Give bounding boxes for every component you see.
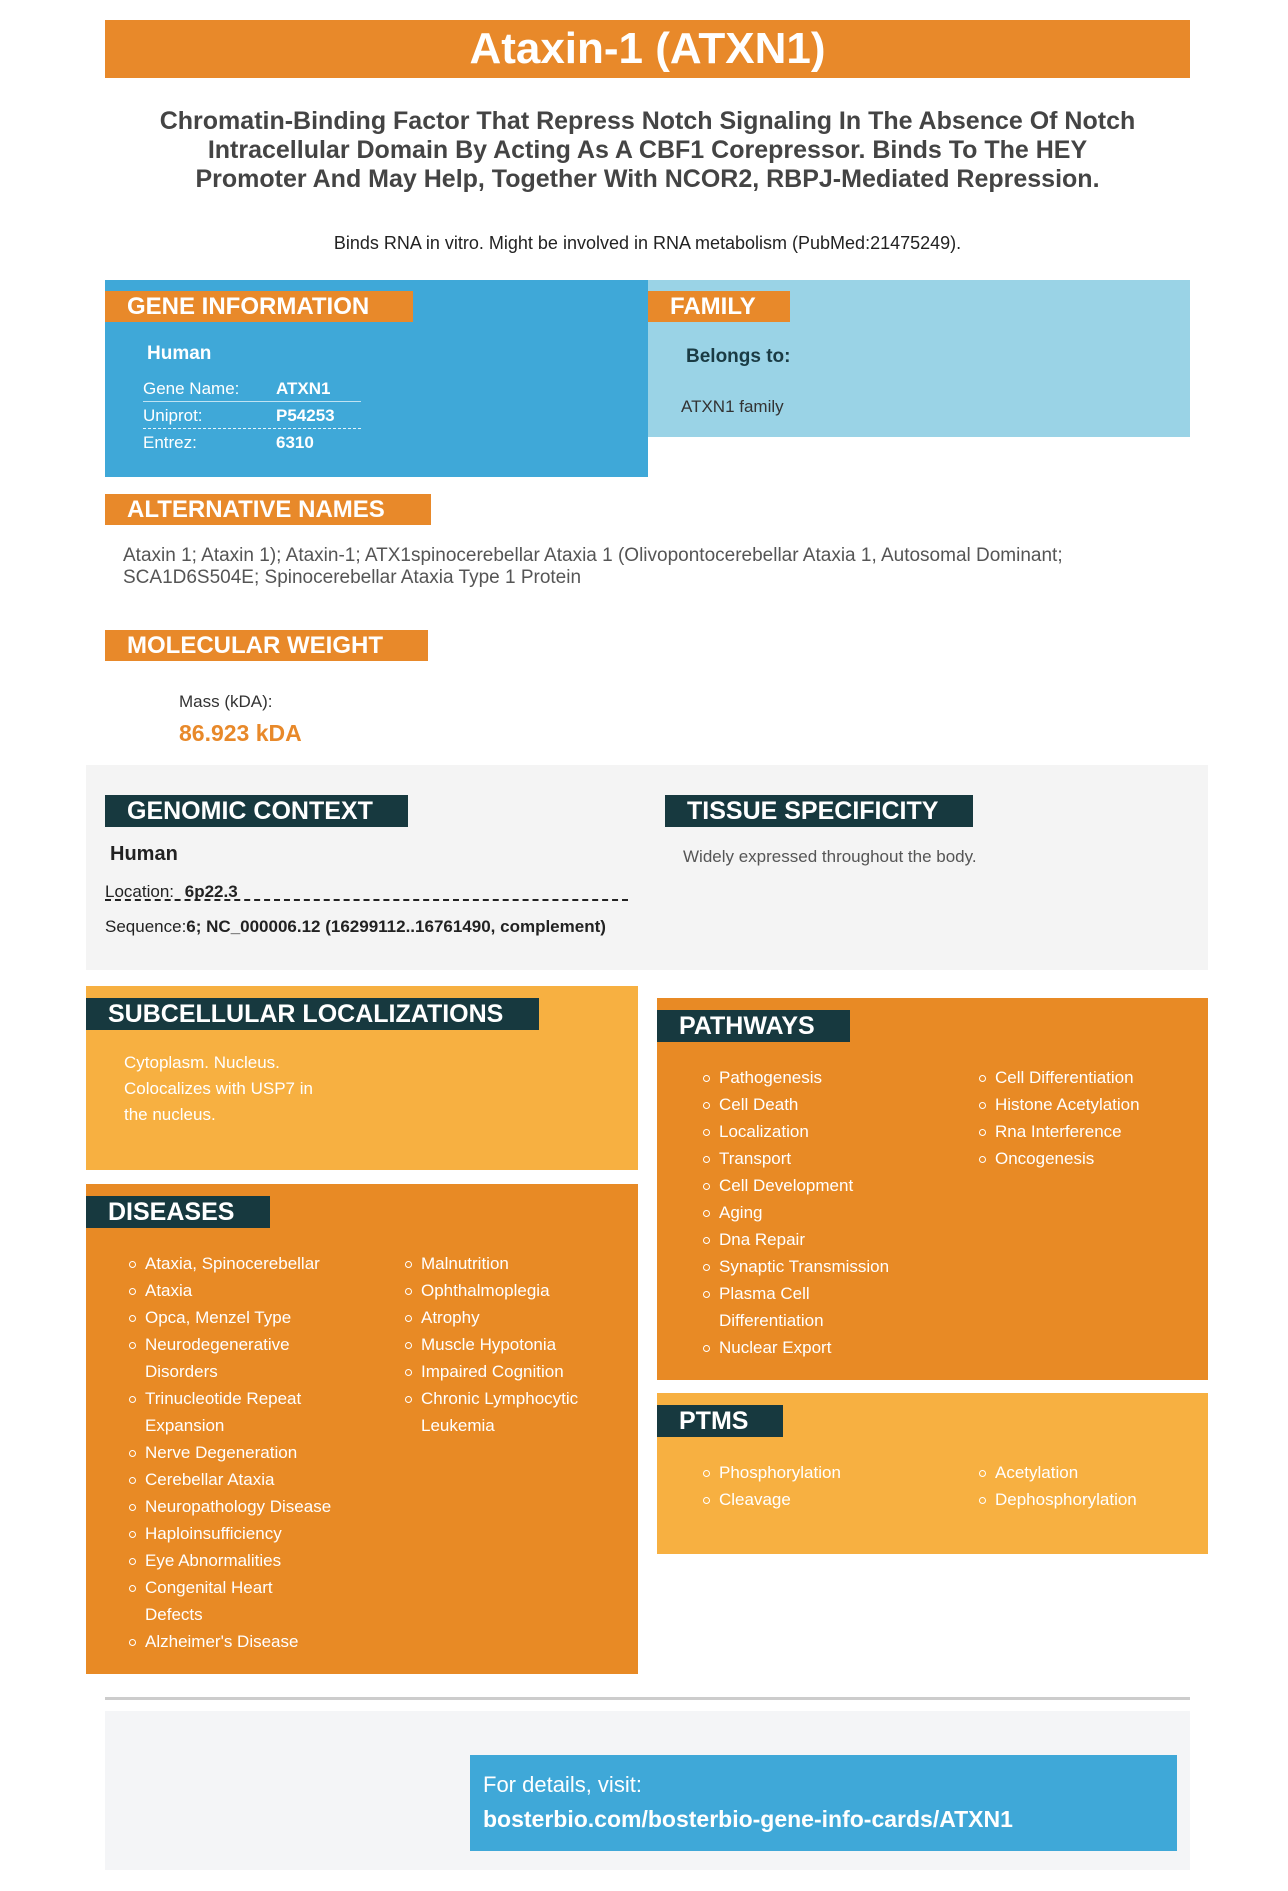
disease-item: Impaired Cognition bbox=[403, 1358, 628, 1385]
sequence-row bbox=[105, 917, 606, 937]
pathways-panel bbox=[657, 998, 1208, 1380]
pathway-item: Pathogenesis bbox=[701, 1064, 951, 1091]
subcellular-heading: SUBCELLULAR LOCALIZATIONS bbox=[86, 998, 539, 1030]
disease-item: Ataxia, Spinocerebellar bbox=[127, 1250, 377, 1277]
uniprot-row bbox=[143, 402, 361, 429]
family-panel bbox=[648, 280, 1190, 437]
summary-line: Promoter And May Help, Together With NCOR2, RBPJ-Mediated Repression. bbox=[195, 165, 1100, 193]
subcellular-text bbox=[124, 1050, 313, 1128]
disease-item: Atrophy bbox=[403, 1304, 628, 1331]
uniprot-label: Uniprot: bbox=[143, 406, 203, 425]
pathway-item: Cell Differentiation bbox=[977, 1064, 1202, 1091]
alternative-names-heading: ALTERNATIVE NAMES bbox=[105, 494, 431, 525]
disease-item: Trinucleotide Repeat Expansion bbox=[127, 1385, 377, 1439]
sequence-label: Sequence: bbox=[105, 917, 187, 936]
ptms-heading: PTMS bbox=[657, 1405, 783, 1437]
disease-item: Malnutrition bbox=[403, 1250, 628, 1277]
tissue-specificity-text: Widely expressed throughout the body. bbox=[683, 847, 977, 866]
pathway-item: Cell Death bbox=[701, 1091, 951, 1118]
pathway-item: Histone Acetylation bbox=[977, 1091, 1202, 1118]
alt-names-line: SCA1D6S504E; Spinocerebellar Ataxia Type 1 Protein bbox=[123, 567, 582, 588]
pathway-item: Synaptic Transmission bbox=[701, 1253, 951, 1280]
pathway-item: Nuclear Export bbox=[701, 1334, 951, 1361]
function-summary bbox=[110, 107, 1185, 194]
mass-label: Mass (kDA): bbox=[179, 692, 273, 711]
disease-item: Neurodegenerative Disorders bbox=[127, 1331, 377, 1385]
pathway-item: Oncogenesis bbox=[977, 1145, 1202, 1172]
ptms-list-left bbox=[701, 1459, 951, 1513]
diseases-list-left bbox=[127, 1250, 377, 1655]
diseases-panel bbox=[86, 1184, 638, 1674]
subcellular-line: Cytoplasm. Nucleus. bbox=[124, 1053, 280, 1072]
ptm-item: Phosphorylation bbox=[701, 1459, 951, 1486]
details-label: For details, visit: bbox=[483, 1772, 642, 1797]
pathway-item: Dna Repair bbox=[701, 1226, 951, 1253]
pathway-item: Plasma Cell Differentiation bbox=[701, 1280, 951, 1334]
gene-information-panel bbox=[105, 280, 648, 477]
mass-value: 86.923 kDA bbox=[179, 720, 302, 746]
entrez-value: 6310 bbox=[276, 433, 314, 452]
gene-name-row bbox=[143, 375, 361, 402]
subcellular-line: Colocalizes with USP7 in bbox=[124, 1079, 313, 1098]
disease-item: Muscle Hypotonia bbox=[403, 1331, 628, 1358]
gene-species: Human bbox=[147, 343, 212, 364]
pathway-item: Localization bbox=[701, 1118, 951, 1145]
gene-name-label: Gene Name: bbox=[143, 379, 240, 398]
pathway-item: Rna Interference bbox=[977, 1118, 1202, 1145]
disease-item: Ophthalmoplegia bbox=[403, 1277, 628, 1304]
pathway-item: Cell Development bbox=[701, 1172, 951, 1199]
ptms-list-right bbox=[977, 1459, 1202, 1513]
disease-item: Opca, Menzel Type bbox=[127, 1304, 377, 1331]
ptm-item: Cleavage bbox=[701, 1486, 951, 1513]
pathways-list-right bbox=[977, 1064, 1202, 1172]
sequence-value: 6; NC_000006.12 (16299112..16761490, complement) bbox=[186, 917, 606, 936]
disease-item: Neuropathology Disease bbox=[127, 1493, 377, 1520]
location-value: 6p22.3 bbox=[184, 882, 238, 901]
pathway-item: Transport bbox=[701, 1145, 951, 1172]
subcellular-line: the nucleus. bbox=[124, 1105, 216, 1124]
disease-item: Chronic Lymphocytic Leukemia bbox=[403, 1385, 628, 1439]
belongs-to-label: Belongs to: bbox=[686, 346, 791, 367]
disease-item: Congenital Heart Defects bbox=[127, 1574, 377, 1628]
diseases-heading: DISEASES bbox=[86, 1196, 270, 1228]
details-callout bbox=[470, 1755, 1177, 1851]
molecular-weight-heading: MOLECULAR WEIGHT bbox=[105, 630, 428, 661]
ptms-panel bbox=[657, 1393, 1208, 1554]
tissue-specificity-heading: TISSUE SPECIFICITY bbox=[665, 795, 973, 827]
details-link[interactable]: bosterbio.com/bosterbio-gene-info-cards/ATXN1 bbox=[483, 1806, 1013, 1832]
summary-line: Chromatin-Binding Factor That Repress Notch Signaling In The Absence Of Notch bbox=[159, 107, 1136, 135]
family-heading: FAMILY bbox=[648, 291, 790, 322]
alternative-names-text bbox=[123, 545, 1183, 589]
pathway-item: Aging bbox=[701, 1199, 951, 1226]
summary-line: Intracellular Domain By Acting As A CBF1 Corepressor. Binds To The HEY bbox=[207, 136, 1088, 164]
location-row bbox=[105, 865, 628, 901]
gene-name-value: ATXN1 bbox=[276, 379, 331, 398]
disease-item: Cerebellar Ataxia bbox=[127, 1466, 377, 1493]
entrez-row bbox=[143, 429, 361, 456]
footer-divider bbox=[105, 1697, 1190, 1700]
entrez-label: Entrez: bbox=[143, 433, 197, 452]
disease-item: Haploinsufficiency bbox=[127, 1520, 377, 1547]
location-label: Location: bbox=[105, 882, 174, 901]
pathways-list-left bbox=[701, 1064, 951, 1361]
ptm-item: Acetylation bbox=[977, 1459, 1202, 1486]
disease-item: Nerve Degeneration bbox=[127, 1439, 377, 1466]
page-title: Ataxin-1 (ATXN1) bbox=[105, 20, 1190, 78]
alt-names-line: Ataxin 1; Ataxin 1); Ataxin-1; ATX1spinocerebellar Ataxia 1 (Olivopontocerebellar Ataxia 1, Autosomal Dominant; bbox=[123, 545, 1063, 566]
genomic-species: Human bbox=[110, 843, 178, 865]
family-value: ATXN1 family bbox=[681, 397, 784, 416]
uniprot-value: P54253 bbox=[276, 406, 335, 425]
function-note: Binds RNA in vitro. Might be involved in RNA metabolism (PubMed:21475249). bbox=[333, 233, 962, 253]
disease-item: Eye Abnormalities bbox=[127, 1547, 377, 1574]
gene-information-heading: GENE INFORMATION bbox=[105, 291, 413, 322]
genomic-context-heading: GENOMIC CONTEXT bbox=[105, 795, 408, 827]
ptm-item: Dephosphorylation bbox=[977, 1486, 1202, 1513]
disease-item: Ataxia bbox=[127, 1277, 377, 1304]
pathways-heading: PATHWAYS bbox=[657, 1010, 850, 1042]
diseases-list-right bbox=[403, 1250, 628, 1439]
genomic-tissue-panel bbox=[86, 765, 1208, 970]
subcellular-panel bbox=[86, 986, 638, 1170]
disease-item: Alzheimer's Disease bbox=[127, 1628, 377, 1655]
